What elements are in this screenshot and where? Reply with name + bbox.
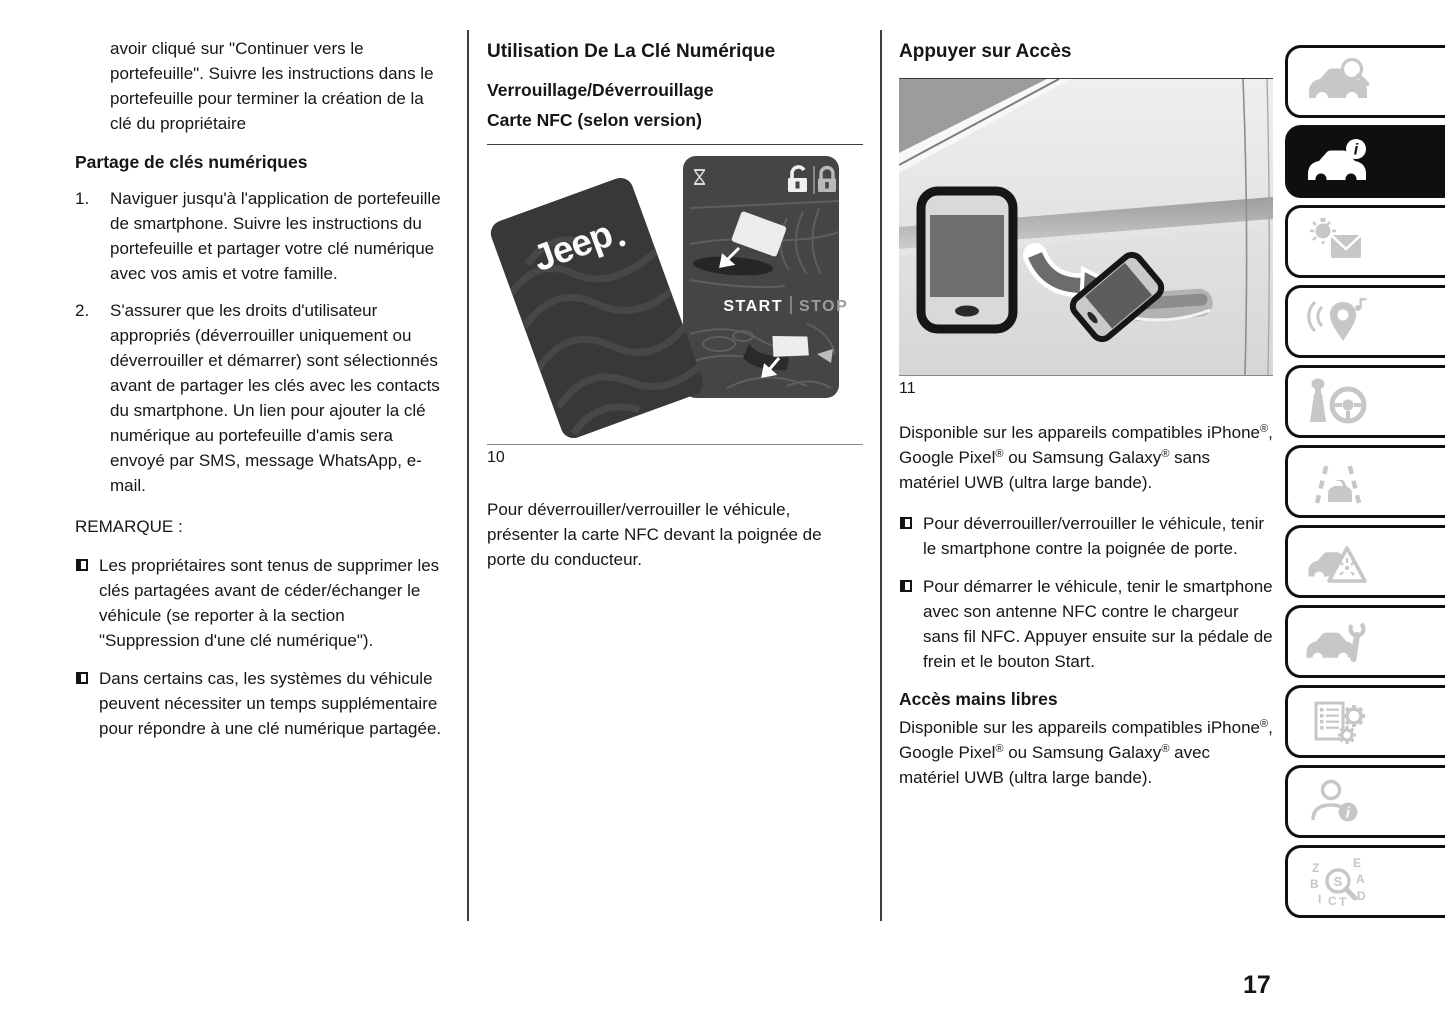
svg-text:D: D [1357, 888, 1366, 903]
tab-lights-and-messages[interactable] [1285, 205, 1445, 278]
svg-text:Z: Z [1312, 860, 1320, 875]
checkbox-bullet-icon [900, 580, 912, 592]
svg-text:E: E [1353, 855, 1362, 870]
column-divider-left [467, 30, 469, 921]
svg-text:S: S [1333, 873, 1343, 889]
note-label: REMARQUE : [75, 517, 183, 536]
svg-text:i: i [1353, 141, 1359, 158]
figure-top-rule [487, 144, 863, 145]
numbered-item [75, 186, 449, 286]
tab-multimedia-navigation[interactable] [1285, 285, 1445, 358]
figure-11-door-image [899, 79, 1273, 375]
car-info-icon [1306, 136, 1370, 188]
checkbox-bullet-icon [76, 559, 88, 571]
specs-gears-icon [1306, 696, 1370, 748]
item-text: S'assurer que les droits d'utilisateur appropriés (déverrouiller uniquement ou déverrouiller et démarrer) sont sélectionnés avant de partager les clés avec les contacts du smartphone. Un lien pour ajouter la clé numérique au portefeuille d'amis sera envoyé par SMS, message WhatsApp, e-mail. [110, 301, 440, 495]
section-title-press-access: Appuyer sur Accès [899, 41, 1072, 62]
tab-servicing-and-care[interactable] [1285, 605, 1445, 678]
middle-column [487, 36, 863, 584]
tab-vehicle-information[interactable] [1285, 125, 1445, 198]
checkbox-bullet-icon [900, 517, 912, 529]
access-bullet [899, 574, 1273, 674]
section-heading-key-sharing: Partage de clés numériques [75, 152, 308, 172]
note-text: Les propriétaires sont tenus de supprimer les clés partagées avant de céder/échanger le véhicule (se reporter à la section "Suppression d'une clé numérique"). [99, 556, 440, 650]
person-info-icon [1306, 776, 1370, 828]
tab-customer-assistance[interactable] [1285, 765, 1445, 838]
svg-text:B: B [1310, 876, 1319, 891]
bullet-text: Pour déverrouiller/verrouiller le véhicule, tenir le smartphone contre la poignée de porte. [923, 514, 1265, 558]
right-column [899, 36, 1273, 802]
svg-text:I: I [1318, 891, 1322, 906]
start-label: START [723, 298, 783, 315]
index-search-icon [1306, 856, 1370, 908]
access-bullet [899, 511, 1273, 561]
svg-text:C: C [1328, 893, 1337, 908]
tab-alphabetical-index[interactable] [1285, 845, 1445, 918]
item-number: 1. [75, 189, 90, 208]
bullet-text: Pour démarrer le véhicule, tenir le smartphone avec son antenne NFC contre le chargeur sans fil NFC. Appuyer ensuite sur la pédale de frein et le bouton Start. [923, 577, 1273, 671]
note-item [75, 666, 449, 741]
jeep-logo: Jeep [527, 213, 618, 280]
column-divider-right [880, 30, 882, 921]
checkbox-bullet-icon [76, 672, 88, 684]
tab-driver-assistance[interactable] [1285, 445, 1445, 518]
figure-number: 10 [487, 449, 505, 466]
section-title-digital-key-use: Utilisation De La Clé Numérique [487, 41, 776, 62]
lane-assist-icon [1306, 456, 1370, 508]
figure-number: 11 [899, 380, 916, 397]
note-text: Dans certains cas, les systèmes du véhicule peuvent nécessiter un temps supplémentaire pour répondre à une clé numérique partagée. [99, 669, 442, 738]
access-intro: Disponible sur les appareils compatibles iPhone®, Google Pixel® ou Samsung Galaxy® sans matériel UWB (ultra large bande). [899, 423, 1273, 492]
subheading-lock-unlock: Verrouillage/Déverrouillage [487, 80, 714, 100]
figure-10-nfc-card-image [487, 148, 863, 444]
subheading-nfc-card: Carte NFC (selon version) [487, 110, 702, 130]
item-text: Naviguer jusqu'à l'application de portefeuille de smartphone. Suivre les instructions du portefeuille et partager votre clé numérique avec vos amis et votre famille. [110, 189, 441, 283]
tab-vehicle-overview[interactable] [1285, 45, 1445, 118]
left-column [75, 36, 449, 754]
figure-bottom-rule [899, 375, 1273, 376]
handsfree-text: Disponible sur les appareils compatibles iPhone®, Google Pixel® ou Samsung Galaxy® avec matériel UWB (ultra large bande). [899, 718, 1273, 787]
car-wrench-icon [1306, 616, 1370, 668]
emergency-triangle-icon [1306, 536, 1370, 588]
svg-text:i: i [1345, 804, 1351, 821]
car-search-icon [1306, 56, 1370, 108]
chapter-tab-sidebar [1285, 45, 1445, 925]
handsfree-heading: Accès mains libres [899, 689, 1058, 709]
figure-bottom-rule [487, 444, 863, 445]
svg-text:A: A [1356, 871, 1365, 886]
stop-label: STOP [799, 298, 849, 315]
nfc-body-text: Pour déverrouiller/verrouiller le véhicule, présenter la carte NFC devant la poignée de porte du conducteur. [487, 500, 822, 569]
nfc-card-back [683, 156, 848, 398]
smartphone-icon [921, 191, 1013, 329]
intro-paragraph: avoir cliqué sur "Continuer vers le portefeuille". Suivre les instructions dans le portefeuille pour terminer la création de la clé du propriétaire [110, 39, 434, 133]
light-message-icon [1306, 216, 1370, 268]
tab-starting-and-driving[interactable] [1285, 365, 1445, 438]
tab-in-case-of-emergency[interactable] [1285, 525, 1445, 598]
media-navigation-icon [1306, 296, 1370, 348]
note-item [75, 553, 449, 653]
nfc-card-front [487, 171, 716, 444]
page-number: 17 [1243, 971, 1271, 999]
tab-technical-data[interactable] [1285, 685, 1445, 758]
numbered-item [75, 298, 449, 498]
svg-text:T: T [1339, 894, 1347, 908]
gearshift-steering-icon [1306, 376, 1370, 428]
item-number: 2. [75, 301, 90, 320]
